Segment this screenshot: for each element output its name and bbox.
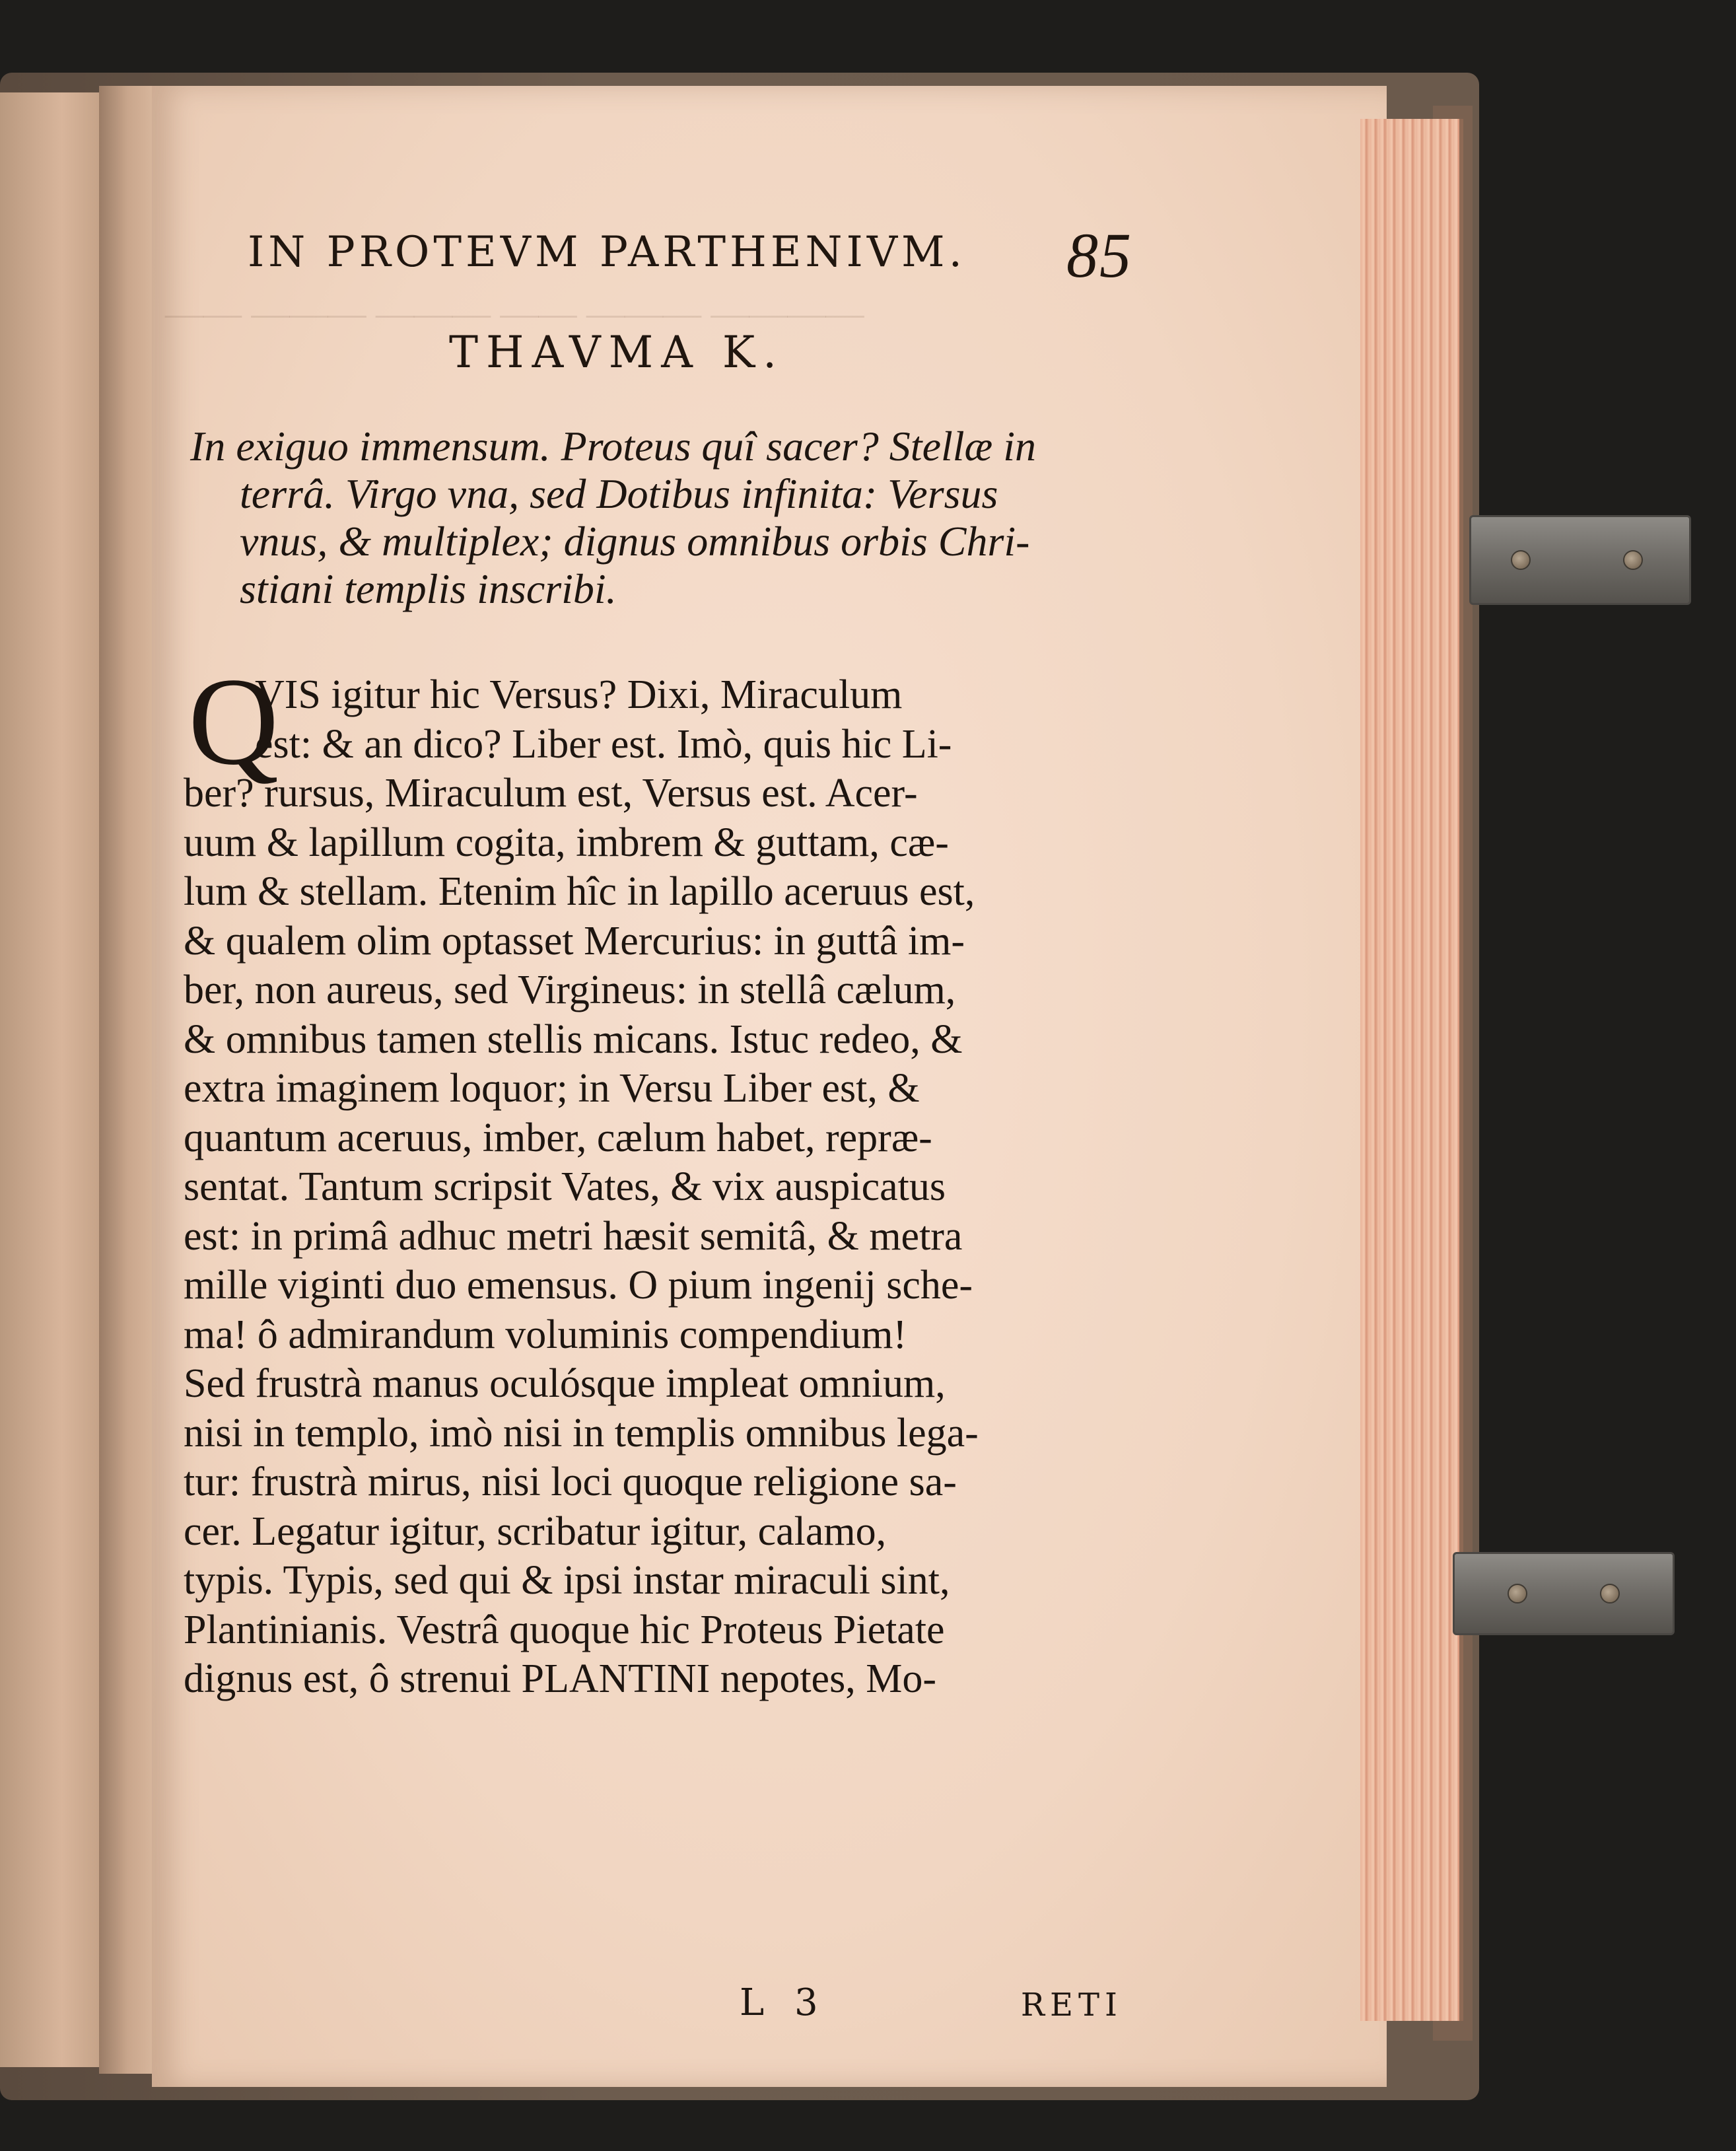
running-head-title: IN PROTEVM PARTHENIVM.	[248, 228, 966, 277]
catchword: RETI	[1020, 1987, 1123, 2024]
body-line: extra imaginem loquor; in Versu Liber est, &	[184, 1066, 920, 1111]
drop-cap: Q	[188, 652, 279, 791]
body-line: sentat. Tantum scripsit Vates, & vix auspicatus	[184, 1164, 946, 1209]
fore-edge	[1360, 119, 1463, 2021]
argument-line: In exiguo immensum. Proteus quî sacer? Stellæ in	[190, 423, 1036, 470]
body-line: & qualem olim optasset Mercurius: in guttâ im-	[184, 918, 965, 964]
body-line: VIS igitur hic Versus? Dixi, Miraculum	[255, 672, 903, 717]
body-line: typis. Typis, sed qui & ipsi instar miraculi sint,	[184, 1558, 950, 1603]
body-line: est: in primâ adhuc metri hæsit semitâ, & metra	[184, 1213, 963, 1259]
argument-block	[190, 423, 1128, 613]
body-line: & omnibus tamen stellis micans. Istuc redeo, &	[184, 1016, 963, 1062]
body-line: ma! ô admirandum voluminis compendium!	[184, 1312, 907, 1357]
body-line: Plantinianis. Vestrâ quoque hic Proteus Pietate	[184, 1607, 945, 1652]
signature-mark: L 3	[740, 1981, 827, 2024]
argument-line: terrâ. Virgo vna, sed Dotibus infinita: Versus	[240, 470, 998, 517]
argument-line: stiani templis inscribi.	[240, 565, 617, 612]
body-line: Sed frustrà manus oculósque impleat omnium,	[184, 1361, 946, 1406]
footer-line	[740, 1981, 1123, 2034]
body-line: lum & stellam. Etenim hîc in lapillo aceruus est,	[184, 869, 975, 914]
body-line: dignus est, ô strenui PLANTINI nepotes, Mo-	[184, 1656, 936, 1701]
body-text	[184, 670, 1121, 1704]
show-through: —— ——— ——— —— ——— ————	[165, 291, 864, 334]
body-line: quantum aceruus, imber, cælum habet, repræ-	[184, 1115, 932, 1160]
body-line: ber, non aureus, sed Virgineus: in stellâ cælum,	[184, 968, 956, 1012]
body-line: cer. Legatur igitur, scribatur igitur, calamo,	[184, 1508, 887, 1554]
body-line: mille viginti duo emensus. O pium ingenij sche-	[184, 1263, 973, 1308]
lower-clasp-icon	[1453, 1552, 1675, 1635]
body-line: nisi in templo, imò nisi in templis omnibus lega-	[184, 1410, 979, 1456]
body-line: ber? rursus, Miraculum est, Versus est. Acer-	[184, 771, 918, 816]
body-line: est: & an dico? Liber est. Imò, quis hic Li-	[255, 721, 952, 767]
section-title: THAVMA K.	[449, 327, 785, 378]
body-line: uum & lapillum cogita, imbrem & guttam, cæ-	[184, 820, 949, 865]
left-page-edge	[0, 92, 112, 2067]
argument-line: vnus, & multiplex; dignus omnibus orbis Chri-	[240, 518, 1030, 565]
upper-clasp-icon	[1469, 515, 1691, 605]
page-number: 85	[1066, 220, 1132, 291]
running-head	[248, 220, 1132, 291]
body-line: tur: frustrà mirus, nisi loci quoque religione sa-	[184, 1460, 957, 1504]
